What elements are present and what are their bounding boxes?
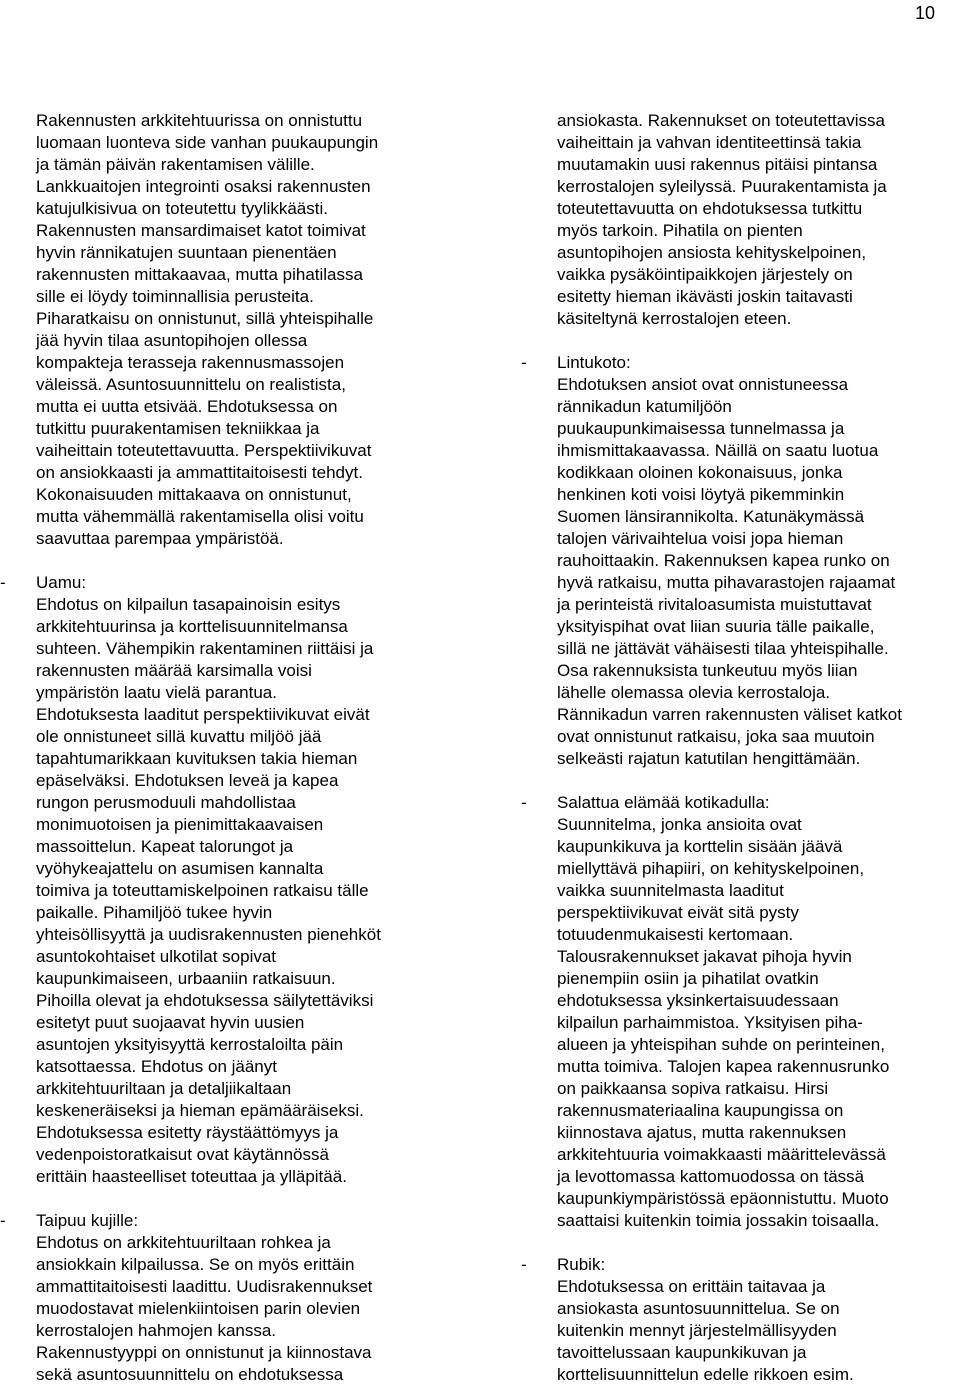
text-line: Ehdotuksessa on erittäin taitavaa ja [557,1277,826,1296]
text-line: korttelisuunnittelun edelle rikkoen esim. [557,1365,854,1384]
text-line: totuudenmukaisesti kertomaan. [557,925,794,944]
text-line: mutta toimiva. Talojen kapea rakennusrunko [557,1057,890,1076]
text-line: perspektiivikuvat eivät sitä pysty [557,903,799,922]
text-line: on ansiokkaasti ja ammattitaitoisesti tehdyt. [36,463,363,482]
section-title: Rubik: [557,1255,606,1274]
text-line: selkeästi rajatun katutilan hengittämään. [557,749,861,768]
text-line: toteutettavuutta on ehdotuksessa tutkittu [557,199,863,218]
section-rubik [521,1254,960,1386]
text-line: Osa rakennuksista tunkeutuu myös liian [557,661,858,680]
text-line: ja tämän päivän rakentamisen välille. [36,155,315,174]
text-line: Piharatkaisu on onnistunut, sillä yhteispihalle [36,309,374,328]
left-column [0,110,450,1386]
text-line: Rakennusten mansardimaiset katot toimivat [36,221,366,240]
text-line: Ehdotuksesta laaditut perspektiivikuvat eivät [36,705,370,724]
text-line: kodikkaan oloinen kokonaisuus, jonka [557,463,843,482]
page-number: 10 [914,3,935,23]
section-title: Uamu: [36,573,87,592]
text-line: ansiokasta asuntosuunnittelua. Se on [557,1299,840,1318]
text-line: on paikkaansa sopiva ratkaisu. Hirsi [557,1079,829,1098]
text-line: vedenpoistoratkaisut ovat käytännössä [36,1145,329,1164]
section-lintukoto [521,352,960,770]
text-line: miellyttävä pihapiiri, on kehityskelpoinen, [557,859,865,878]
text-line: vaiheittain ja vahvan identiteettinsä takia [557,133,862,152]
text-line: hyvin rännikatujen suuntaan pienentäen [36,243,337,262]
text-line: vaiheittain toteutettavuutta. Perspektiivikuvat [36,441,372,460]
text-line: vyöhykeajattelu on asumisen kannalta [36,859,324,878]
text-line: arkkitehtuuria voimakkaasti määrittelevässä [557,1145,886,1164]
text-line: myös tarkoin. Pihatila on pienten [557,221,803,240]
text-line: saavuttaa parempaa ympäristöä. [36,529,284,548]
text-line: tavoittelussaan kaupunkikuvan ja [557,1343,807,1362]
text-line: kuitenkin mennyt järjestelmällisyyden [557,1321,837,1340]
text-line: hyvä ratkaisu, mutta pihavarastojen rajaamat [557,573,896,592]
text-line: kaupunkimaiseen, urbaaniin ratkaisuun. [36,969,336,988]
text-line: jää hyvin tilaa asuntopihojen ollessa [36,331,308,350]
text-line: massoittelun. Kapeat talorungot ja [36,837,294,856]
text-line: Talousrakennukset jakavat pihoja hyvin [557,947,852,966]
section-taipuu-kujille [0,1210,450,1386]
text-line: sillä ne jättävät vähäisesti tilaa yhteispihalle. [557,639,889,658]
right-column [521,110,960,1386]
text-line: toimiva ja toteuttamiskelpoinen ratkaisu tälle [36,881,369,900]
text-line: esitetyt puut suojaavat hyvin uusien [36,1013,305,1032]
text-line: saattaisi kuitenkin toimia jossakin toisaalla. [557,1211,880,1230]
text-line: arkkitehtuurinsa ja korttelisuunnitelmansa [36,617,348,636]
text-line: Rakennusten arkkitehtuurissa on onnistuttu [36,111,363,130]
text-line: asuntopihojen ansiosta kehityskelpoinen, [557,243,867,262]
text-line: alueen ja yhteispihan suhde on perinteinen, [557,1035,885,1054]
text-line: yhteisöllisyyttä ja uudisrakennusten pienehköt [36,925,381,944]
text-line: Rännikadun varren rakennusten väliset katkot [557,705,902,724]
text-line: ehdotuksessa yksinkertaisuudessaan [557,991,839,1010]
text-line: kaupunkikuva ja korttelin sisään jäävä [557,837,843,856]
text-line: tutkittu puurakentamisen tekniikkaa ja [36,419,320,438]
text-line: vaikka suunnitelmasta laaditut [557,881,784,900]
text-line: kerrostalojen syleilyssä. Puurakentamista ja [557,177,887,196]
text-line: Pihoilla olevat ja ehdotuksessa säilytettäviksi [36,991,374,1010]
text-line: muutamakin uusi rakennus pitäisi pintansa [557,155,878,174]
text-line: kaupunkiympäristössä epäonnistuttu. Muoto [557,1189,889,1208]
text-line: keskeneräiseksi ja hieman epämääräiseksi. [36,1101,364,1120]
list-dash: - [0,1211,6,1230]
text-line: talojen värivaihtelua voisi jopa hieman [557,529,844,548]
text-line: esitetty hieman ikävästi joskin taitavasti [557,287,853,306]
text-line: Lankkuaitojen integrointi osaksi rakennusten [36,177,371,196]
right-intro [521,110,960,330]
text-line: yksityispihat ovat liian suuria tälle paikalle, [557,617,875,636]
text-line: puukaupunkimaisessa tunnelmassa ja [557,419,845,438]
text-line: Ehdotus on arkkitehtuuriltaan rohkea ja [36,1233,331,1252]
text-line: ovat onnistunut ratkaisu, joka saa muutoin [557,727,875,746]
text-line: rännikadun katumiljöön [557,397,732,416]
text-line: muodostavat mielenkiintoisen parin olevien [36,1299,361,1318]
section-title: Salattua elämää kotikadulla: [557,793,770,812]
text-line: rakennusten määrää karsimalla voisi [36,661,312,680]
list-dash: - [521,1255,527,1274]
text-line: asuntokohtaiset ulkotilat sopivat [36,947,277,966]
left-intro [0,110,450,550]
text-line: ympäristön laatu vielä parantua. [36,683,277,702]
text-line: Ehdotuksen ansiot ovat onnistuneessa [557,375,849,394]
section-uamu [0,572,450,1188]
text-line: kerrostalojen hahmojen kanssa. [36,1321,277,1340]
text-line: Suomen länsirannikolta. Katunäkymässä [557,507,865,526]
text-line: mutta vähemmällä rakentamisella olisi voitu [36,507,364,526]
text-line: henkinen koti voisi löytyä pikemminkin [557,485,845,504]
text-line: ammattitaitoisesti laadittu. Uudisrakennukset [36,1277,373,1296]
text-line: rauhoittaakin. Rakennuksen kapea runko on [557,551,890,570]
text-line: sille ei löydy toiminnallisia perusteita. [36,287,314,306]
text-line: kiinnostava ajatus, mutta rakennuksen [557,1123,847,1142]
text-line: tapahtumarikkaan kuvituksen takia hieman [36,749,358,768]
section-title: Lintukoto: [557,353,631,372]
text-line: käsiteltynä kerrostalojen eteen. [557,309,792,328]
list-dash: - [521,353,527,372]
section-title: Taipuu kujille: [36,1211,139,1230]
text-line: kilpailun parhaimmistoa. Yksityisen piha- [557,1013,863,1032]
list-dash: - [0,573,6,592]
section-salattua-elamaa-kotikadulla [521,792,960,1232]
text-line: väleissä. Asuntosuunnittelu on realistista, [36,375,346,394]
text-line: arkkitehtuuriltaan ja detaljiikaltaan [36,1079,292,1098]
text-line: ihmismittakaavassa. Näillä on saatu luotua [557,441,879,460]
text-line: katsottaessa. Ehdotus on jäänyt [36,1057,277,1076]
list-dash: - [521,793,527,812]
text-line: rakennusten mittakaavaa, mutta pihatilassa [36,265,363,284]
text-line: mutta ei uutta etsivää. Ehdotuksessa on [36,397,338,416]
text-line: lähelle olemassa olevia kerrostaloja. [557,683,831,702]
text-line: ole onnistuneet sillä kuvattu miljöö jää [36,727,322,746]
text-line: Ehdotuksessa esitetty räystäättömyys ja [36,1123,339,1142]
text-line: asuntojen yksityisyyttä kerrostaloilta päin [36,1035,344,1054]
text-line: Rakennustyyppi on onnistunut ja kiinnostava [36,1343,372,1362]
text-line: luomaan luonteva side vanhan puukaupungin [36,133,379,152]
text-line: Kokonaisuuden mittakaava on onnistunut, [36,485,352,504]
text-line: suhteen. Vähempikin rakentaminen riittäisi ja [36,639,374,658]
text-line: epäselväksi. Ehdotuksen leveä ja kapea [36,771,339,790]
text-line: ja levottomassa kattomuodossa on tässä [557,1167,865,1186]
text-line: Suunnitelma, jonka ansioita ovat [557,815,802,834]
text-line: rakennusmateriaalina kaupungissa on [557,1101,844,1120]
text-line: ja perinteistä rivitaloasumista muistuttavat [557,595,872,614]
text-line: ansiokasta. Rakennukset on toteutettavissa [557,111,885,130]
text-line: Ehdotus on kilpailun tasapainoisin esitys [36,595,341,614]
text-line: kompakteja terasseja rakennusmassojen [36,353,345,372]
text-line: sekä asuntosuunnittelu on ehdotuksessa [36,1365,344,1384]
text-line: katujulkisivua on toteutettu tyylikkäästi. [36,199,328,218]
text-line: ansiokkain kilpailussa. Se on myös erittäin [36,1255,355,1274]
text-line: erittäin haasteelliset toteuttaa ja ylläpitää. [36,1167,347,1186]
text-line: monimuotoisen ja pienimittakaavaisen [36,815,324,834]
text-line: rungon perusmoduuli mahdollistaa [36,793,296,812]
text-line: paikalle. Pihamiljöö tukee hyvin [36,903,273,922]
text-line: vaikka pysäköintipaikkojen järjestely on [557,265,853,284]
text-line: pienempiin osiin ja pihatilat ovatkin [557,969,819,988]
